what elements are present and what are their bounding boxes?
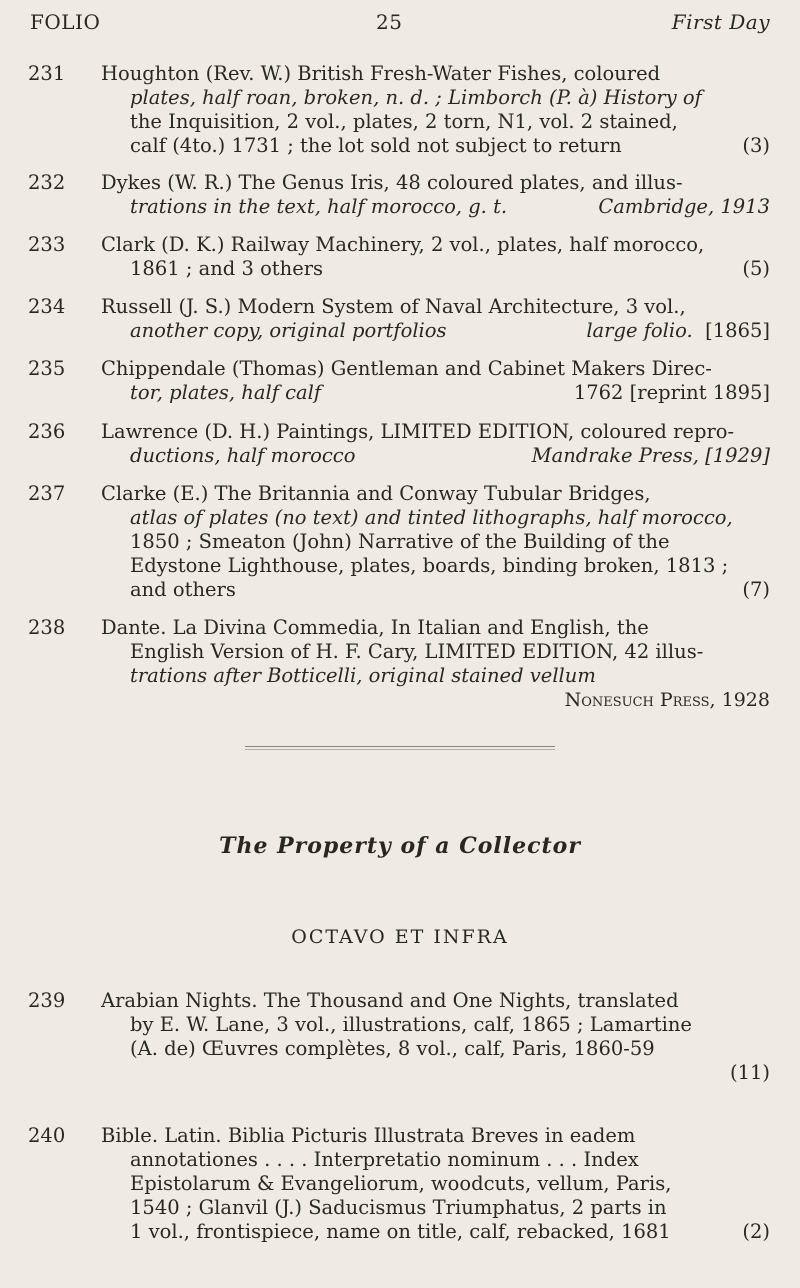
lot-number: 240	[28, 1124, 66, 1147]
lot-text-line	[130, 444, 770, 469]
lot-text-line: by E. W. Lane, 3 vol., illustrations, calf, 1865 ; Lamartine	[130, 1013, 692, 1036]
lot-text-line	[130, 688, 770, 713]
page-number: 25	[376, 10, 403, 34]
lot-text-line	[130, 381, 770, 406]
lot-text-line: Dykes (W. R.) The Genus Iris, 48 coloured plates, and illus-	[101, 171, 683, 194]
lot-text-line: trations after Botticelli, original stained vellum	[130, 664, 596, 687]
lot-number: 232	[28, 171, 66, 194]
lot-description: calf (4to.) 1731 ; the lot sold not subject to return	[130, 134, 622, 157]
lot-description: trations in the text, half morocco, g. t.	[130, 195, 508, 218]
lot-text-line: Dante. La Divina Commedia, In Italian and English, the	[101, 616, 649, 639]
lot-imprint: Nonesuch Press, 1928	[564, 689, 770, 711]
lot-description: 1861 ; and 3 others	[130, 257, 324, 280]
lot-text-line: annotationes . . . . Interpretatio nominum . . . Index	[130, 1148, 639, 1171]
lot-number: 233	[28, 233, 66, 256]
lot-text-line: Bible. Latin. Biblia Picturis Illustrata Breves in eadem	[101, 1124, 636, 1147]
lot-format: large folio.	[586, 319, 693, 342]
lot-imprint	[586, 319, 770, 344]
lot-number: 235	[28, 357, 66, 380]
lot-date: [1865]	[705, 319, 770, 342]
lot-text-line	[130, 134, 770, 159]
lot-quantity: (5)	[742, 257, 770, 280]
lot-text-line: Arabian Nights. The Thousand and One Nights, translated	[101, 989, 679, 1012]
lot-number: 238	[28, 616, 66, 639]
lot-text-line: Russell (J. S.) Modern System of Naval Architecture, 3 vol.,	[101, 295, 686, 318]
lot-text-line: the Inquisition, 2 vol., plates, 2 torn, N1, vol. 2 stained,	[130, 110, 678, 133]
lot-text-line: English Version of H. F. Cary, LIMITED EDITION, 42 illus-	[130, 640, 704, 663]
lot-text-line	[130, 257, 770, 282]
lot-text-line: 1540 ; Glanvil (J.) Saducismus Triumphatus, 2 parts in	[130, 1196, 667, 1219]
lot-number: 236	[28, 420, 66, 443]
lot-text-line: Clark (D. K.) Railway Machinery, 2 vol., plates, half morocco,	[101, 233, 705, 256]
lot-number: 237	[28, 482, 66, 505]
lot-text-line: 1850 ; Smeaton (John) Narrative of the Building of the	[130, 530, 670, 553]
lot-text-line: Edystone Lighthouse, plates, boards, binding broken, 1813 ;	[130, 554, 729, 577]
lot-text-line	[130, 1061, 770, 1086]
lot-quantity: (3)	[742, 134, 770, 157]
lot-number: 234	[28, 295, 66, 318]
section-divider	[245, 746, 555, 747]
lot-text-line	[130, 319, 770, 344]
lot-description: ductions, half morocco	[130, 444, 356, 467]
lot-date: 1762 [reprint 1895]	[573, 381, 770, 404]
lot-quantity: (2)	[742, 1220, 770, 1243]
lot-quantity: (7)	[742, 578, 770, 601]
section-divider	[245, 749, 555, 750]
header-day: First Day	[671, 10, 770, 34]
lot-text-line: Lawrence (D. H.) Paintings, LIMITED EDITION, coloured repro-	[101, 420, 735, 443]
lot-description: and others	[130, 578, 236, 601]
lot-description: 1 vol., frontispiece, name on title, calf, rebacked, 1681	[130, 1220, 671, 1243]
lot-text-line: Clarke (E.) The Britannia and Conway Tubular Bridges,	[101, 482, 651, 505]
lot-description: tor, plates, half calf	[130, 381, 322, 404]
lot-text-line: Chippendale (Thomas) Gentleman and Cabinet Makers Direc-	[101, 357, 712, 380]
lot-imprint: Mandrake Press, [1929]	[531, 444, 770, 467]
lot-text-line: atlas of plates (no text) and tinted lithographs, half morocco,	[130, 506, 733, 529]
lot-imprint: Cambridge, 1913	[598, 195, 770, 218]
lot-text-line: Epistolarum & Evangeliorum, woodcuts, vellum, Paris,	[130, 1172, 672, 1195]
page-header	[0, 10, 800, 40]
lot-text-line: (A. de) Œuvres complètes, 8 vol., calf, Paris, 1860-59	[130, 1037, 655, 1060]
lot-text-line	[130, 195, 770, 220]
section-subtitle: OCTAVO ET INFRA	[291, 926, 509, 948]
lot-text-line	[130, 578, 770, 603]
lot-text-line: Houghton (Rev. W.) British Fresh-Water Fishes, coloured	[101, 62, 661, 85]
lot-text-line	[130, 1220, 770, 1245]
header-format: FOLIO	[30, 10, 101, 34]
lot-quantity: (11)	[729, 1061, 770, 1084]
lot-number: 231	[28, 62, 66, 85]
lot-number: 239	[28, 989, 66, 1012]
lot-description: another copy, original portfolios	[130, 319, 447, 342]
lot-text-line: plates, half roan, broken, n. d. ; Limborch (P. à) History of	[130, 86, 702, 109]
section-title: The Property of a Collector	[219, 833, 581, 859]
